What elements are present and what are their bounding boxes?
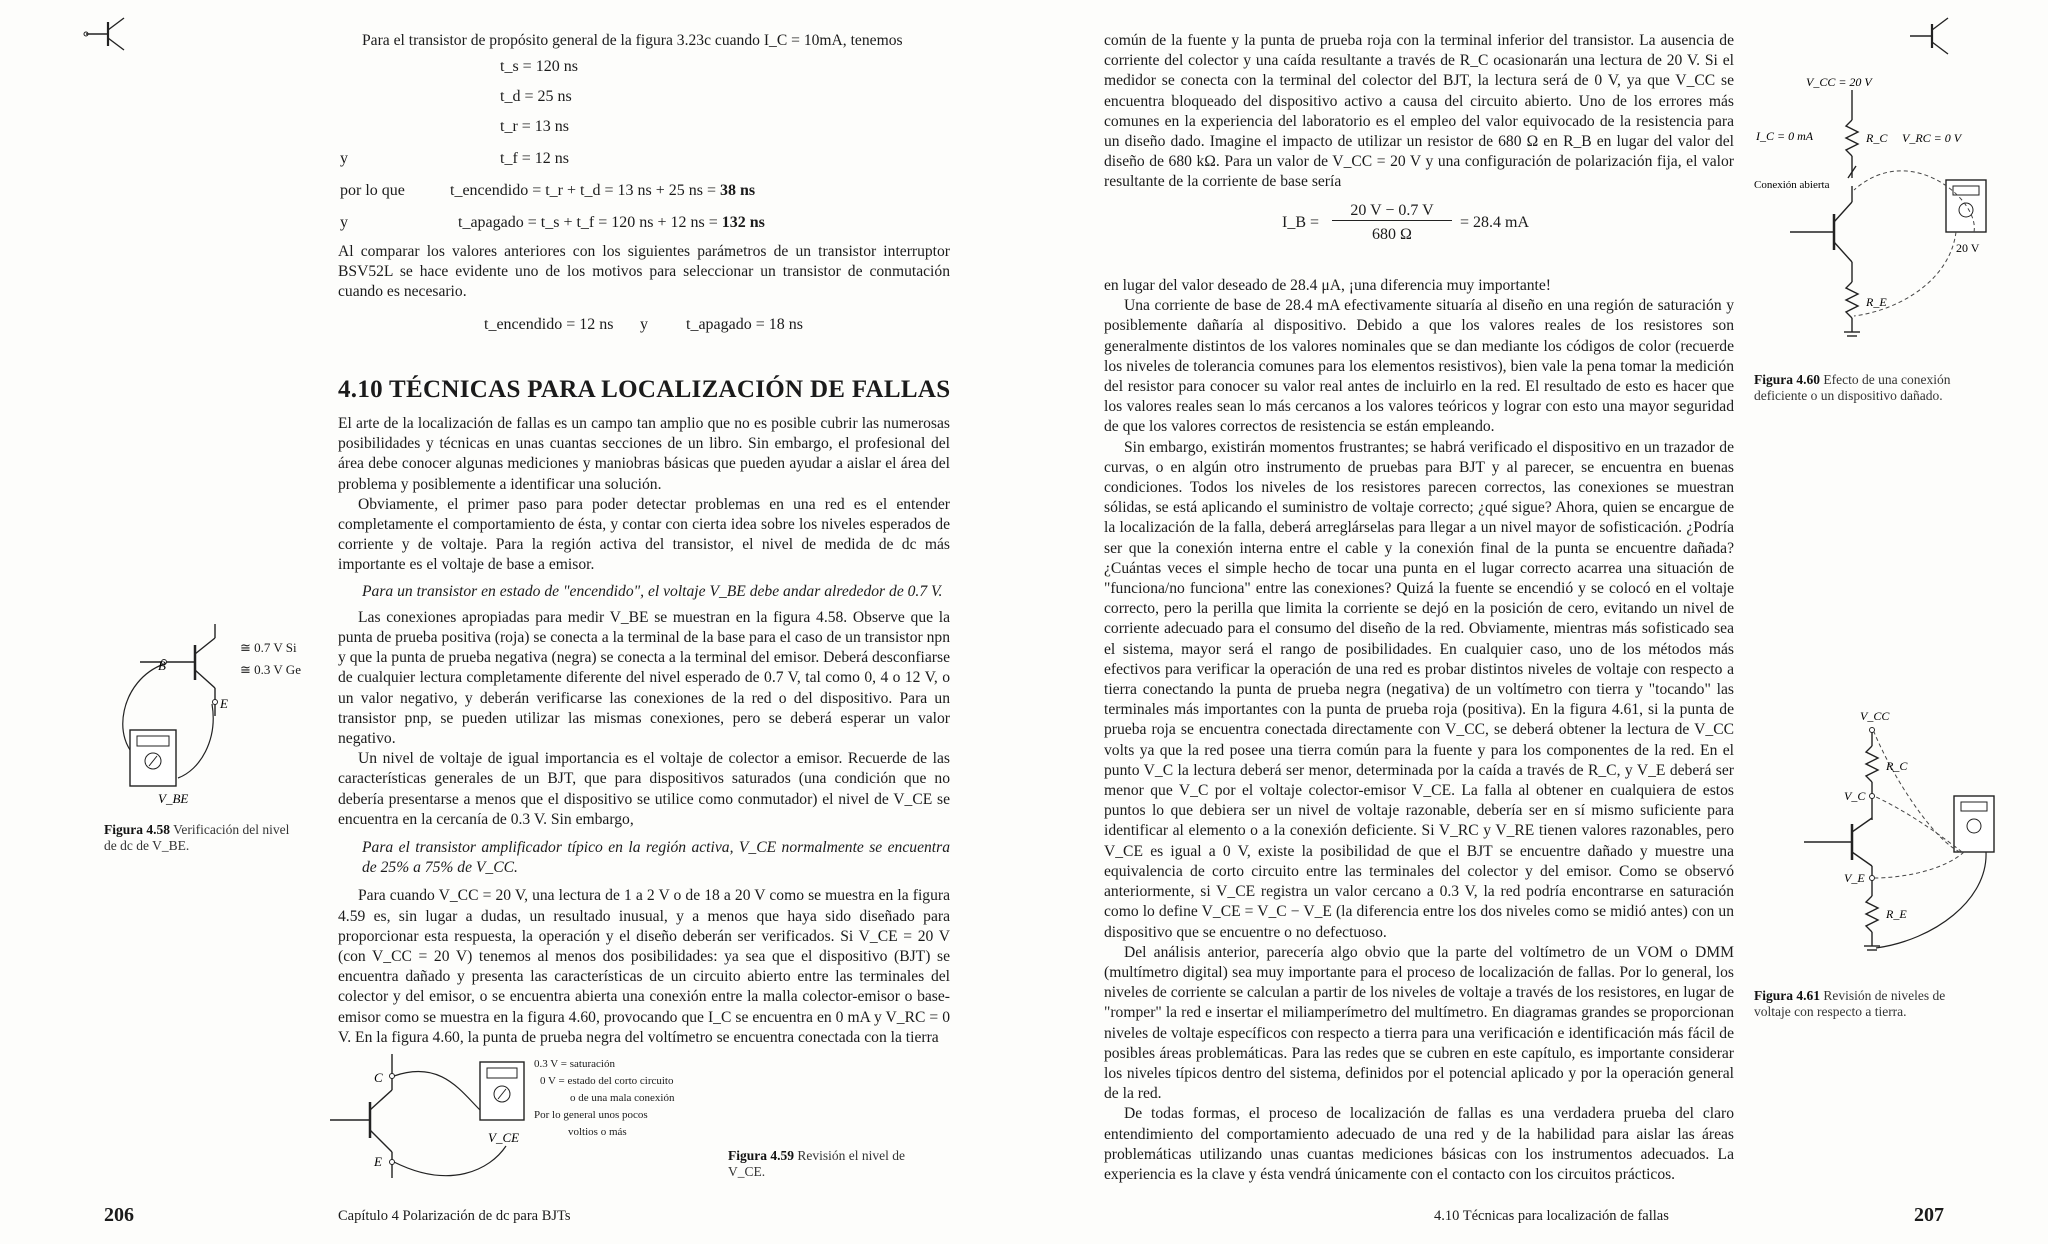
fig460-re: R_E [1866,295,1887,309]
left-page-number: 206 [104,1204,134,1226]
eq-off-result: 132 ns [721,214,765,231]
eq-ib-rhs: = 28.4 mA [1460,214,1530,231]
left-body [338,414,950,1048]
fig461-text: Revisión de niveles de voltaje con respecto a tierra. [1754,988,1946,1019]
fig460-open: Conexión abierta [1754,179,1830,191]
figure-4-60-diagram [1750,70,2000,360]
fig460-meter: 20 V [1956,241,1980,255]
right-para-3: Una corriente de base de 28.4 mA efectivamente situaría al diseño en una región de saturación y posiblemente dañaría al dispositivo. Debido a que los valores reales de los resistores son generalmente distintos de los valores nominales que se dan mediante los códigos de color (recuerde los niveles de tolerancia comunes para los elementos resistivos), bien vale la pena tomar la medición del resistor para conocer su valor real antes de incluirlo en la red. El resultado de esto es hacer que los valores reales sean lo más cercanos a los valores teóricos y lograr con esto una mayor seguridad de que los valores correctos de resistencia se están empleando. [1104,297,1734,436]
fig459-note-1: 0.3 V = saturación [534,1058,615,1070]
fig458-vbe-label: V_BE [158,791,189,806]
fig459-vce-label: V_CE [488,1130,520,1145]
right-para-6: De todas formas, el proceso de localización de fallas es una verdadera prueba del claro entendimiento del comportamiento adecuado de una red y de la habilidad para aislar las áreas problemáticas utilizando unas cuantas mediciones básicas con los instrumentos adecuados. La experiencia es la clave y ésta vendrá únicamente con el contacto con los circuitos prácticos. [1104,1105,1734,1183]
fig458-ge: ≅ 0.3 V Ge [240,662,301,677]
fig461-vcc: V_CC [1860,709,1890,723]
figure-4-58-diagram [100,620,340,820]
left-footer: Capítulo 4 Polarización de dc para BJTs [338,1208,571,1224]
figure-4-61-caption [1754,988,1964,1020]
fig459-c-label: C [374,1070,383,1085]
fig459-text: Revisión el nivel de V_CE. [728,1148,905,1179]
eq-ts: t_s = 120 ns [500,58,578,75]
eq-y2: y [340,214,348,231]
right-page [1024,0,2048,1244]
fig460-label: Figura 4.60 [1754,372,1820,387]
eq-on [450,182,755,200]
figure-4-61-diagram [1764,700,2004,970]
figure-4-59-caption [728,1148,918,1180]
fig460-vcc: V_CC = 20 V [1806,75,1872,89]
fig459-e-label: E [374,1154,382,1169]
left-rule-2: Para el transistor amplificador típico en la región activa, V_CE normalmente se encuentra de 25% a 75% de V_CC. [362,839,950,877]
compare-text: Al comparar los valores anteriores con los siguientes parámetros de un transistor interruptor BSV52L se hace evidente uno de los motivos para seleccionar un transistor de conmutación cuando es necesario. [338,243,950,301]
fig461-re: R_E [1886,907,1907,921]
intro-text: Para el transistor de propósito general de la figura 3.23c cuando I_C = 10mA, tenemos [362,32,903,49]
fig460-rc: R_C [1866,131,1888,145]
eq-ib-lhs: I_B = [1282,214,1320,231]
eq-tr: t_r = 13 ns [500,118,570,135]
fig459-note-3: o de una mala conexión [570,1092,675,1104]
eq-on-result: 38 ns [719,182,756,199]
left-para-3: Las conexiones apropiadas para medir V_BE se muestran en la figura 4.58. Observe que la punta de prueba positiva (roja) se conecta a la terminal de la base para el caso de un transistor npn y que la punta de prueba negativa (negra) se conecta a la terminal del emisor. Deberá desconfiarse de cualquier lectura completamente diferente del nivel esperado de 0.7 V, tal como 0, 4 o 12 V, o un valor negativo, y deberán verificarse las conexiones de la red o del dispositivo. Para un transistor pnp, se pueden utilizar las mismas conexiones, pero se deberá esperar un valor negativo. [338,608,950,748]
fig461-vc: V_C [1844,789,1866,803]
right-para-5: Del análisis anterior, parecería algo obvio que la parte del voltímetro de un VOM o DMM (multímetro digital) sea muy importante para el proceso de localización de fallas. Por lo general, los niveles de corriente se calculan a partir de los niveles de voltaje a través de los resistores, en lugar de "romper" la red e insertar el miliamperímetro del multímetro. En diagramas grandes se proporcionan niveles de voltaje específicos con respecto a tierra para una verificación e identificación más fácil de posibles áreas problemáticas. Para las redes que se cubren en este capítulo, es importante considerar los niveles típicos dentro del sistema, definidos por el potencial aplicado y por la operación general de la red. [1104,943,1734,1103]
eq-ib-den: 680 Ω [1372,226,1412,243]
fig458-e-label: E [220,696,228,711]
figure-4-58-caption [104,822,304,854]
fig458-label: Figura 4.58 [104,822,170,837]
fig459-label: Figura 4.59 [728,1148,794,1163]
eq-ib-num: 20 V − 0.7 V [1332,202,1452,221]
eq-porlo: por lo que [340,182,405,199]
eq-y1: y [340,150,348,167]
eq-off [458,214,765,232]
transistor-corner-icon [82,12,142,54]
fig460-ic: I_C = 0 mA [1756,129,1814,143]
left-para-4: Un nivel de voltaje de igual importancia es el voltaje de colector a emisor. Recuerde de las características generales de un BJT, que para dispositivos saturados (una condición que no debería presentarse a menos que el dispositivo se utilice como conmutador) el nivel de V_CE se encuentra en la cercanía de 0.3 V. Sin embargo, [338,750,950,828]
fig459-note-5: voltios o más [568,1126,627,1138]
eq-bsv-on: t_encendido = 12 ns [484,316,614,333]
left-para-5: Para cuando V_CC = 20 V, una lectura de 1 a 2 V o de 18 a 20 V como se muestra en la figura 4.59 es, sin lugar a dudas, un resultado inusual, y a menos que haya sido diseñado para proporcionar esta respuesta, la operación y el diseño deberán ser verificados. Si V_CE = 20 V (con V_CC = 20 V) tenemos al menos dos posibilidades: ya sea que el dispositivo (BJT) se encuentra dañado y presenta las características de un circuito abierto entre las terminales del colector y del emisor, o se encuentra abierta una conexión entre la malla colector-emisor o base-emisor como se muestra en la figura 4.60, provocando que I_C se encuentra en 0 mA y V_RC = 0 V. En la figura 4.60, la punta de prueba negra del voltímetro se encuentra conectada con la tierra [338,887,950,1046]
right-body [1104,276,1734,1185]
right-para-4: Sin embargo, existirán momentos frustrantes; se habrá verificado el dispositivo en un trazador de curvas, o en algún otro instrumento de pruebas para BJT y al parecer, se encuentra en buenas condiciones. Todos los niveles de los resistores parecen correctos, las conexiones se muestran sólidas, se está aplicando el suministro de voltaje correcto; ¿qué sigue? Ahora, quien se encargue de la localización de la falla, deberá arreglárselas para llegar a un nivel mayor de sofisticación. ¿Podría ser que la conexión interna entre el cable y la conexión final de la punta se encuentre dañada? ¿Cuántas veces el simple hecho de tocar una punta en el lugar correcto acarrea una situación de "funciona/no funciona" entre las conexiones? Quizá la fuente se encendió y se colocó en el voltaje correcto, pero la perilla que limita la corriente se dejó en la posición de cero, evitando un nivel de corriente adecuado para el consumo del diseño de la red. Obviamente, mientras más sofisticado sea el sistema, mayor será el rango de posibilidades. En cualquier caso, uno de los métodos más efectivos para verificar la operación de una red es probar distintos niveles de voltaje con respecto a tierra conectando la punta de prueba negra (negativa) de un voltímetro con tierra y "tocando" las terminales más importantes con la punta de prueba roja (positiva). En la figura 4.61, si la punta de prueba roja se encuentra conectada directamente con V_CC, se deberá obtener la lectura de V_CC volts ya que la red posee una tierra común para la fuente y para los componentes de la red. En el punto V_C la lectura deberá ser menor, determinada por la caída a través de R_C, y V_E deberá ser menor que V_C por el voltaje colector-emisor V_CE. La falla al obtener en cualquiera de estos puntos lo que debiera ser un nivel de voltaje razonable, debería ser en sí mismo suficiente para identificar al elemento o a la conexión deficiente. Si V_RC y V_RE tienen valores razonables, pero V_CE es igual a 0 V, existe la posibilidad de que el BJT se encuentre dañado y muestre una equivalencia de corto circuito entre las terminales del colector y del emisor. Como se observó anteriormente, si V_CE registra un valor cercano a 0.3 V, la red podría encontrarse en saturación como lo define V_CE = V_C − V_E (la diferencia entre los dos niveles como se midió antes) con un dispositivo que se encuentre o no defectuoso. [1104,438,1734,941]
eq-bsv-y: y [640,316,648,333]
fig461-ve: V_E [1844,871,1865,885]
eq-bsv-off: t_apagado = 18 ns [686,316,803,333]
figure-4-60-caption [1754,372,1954,404]
left-para-1: El arte de la localización de fallas es un campo tan amplio que no es posible cubrir las numerosas posibilidades y técnicas en unas cuantas secciones de un libro. Sin embargo, el profesional del área debe conocer algunas mediciones y maniobras básicas que pueden ayudar a aislar el área del problema y posiblemente a identificar una solución. [338,415,950,493]
eq-td: t_d = 25 ns [500,88,572,105]
left-rule-1: Para un transistor en estado de "encendido", el voltaje V_BE debe andar alrededor de 0.7 V. [362,582,943,600]
fig461-rc: R_C [1886,759,1908,773]
fig461-label: Figura 4.61 [1754,988,1820,1003]
right-page-number: 207 [1914,1204,1944,1226]
transistor-corner-icon-right [1904,12,1964,58]
eq-tf: t_f = 12 ns [500,150,570,167]
right-footer: 4.10 Técnicas para localización de fallas [1434,1208,1669,1224]
fig458-si: ≅ 0.7 V Si [240,640,297,655]
section-heading: 4.10 TÉCNICAS PARA LOCALIZACIÓN DE FALLAS [338,376,951,403]
left-para-2: Obviamente, el primer paso para poder detectar problemas en una red es el entender completamente el comportamiento de ésta, y contar con cierta idea sobre los niveles esperados de corriente y de voltaje. Para la región activa del transistor, el nivel de medida de dc más importante es el voltaje de base a emisor. [338,495,950,574]
fig459-note-2: 0 V = estado del corto circuito [540,1075,674,1087]
eq-on-text: t_encendido = t_r + t_d = 13 ns + 25 ns = [450,182,716,199]
fig460-text: Efecto de una conexión deficiente o un dispositivo dañado. [1754,372,1951,403]
right-para-1: común de la fuente y la punta de prueba roja con la terminal inferior del transistor. La ausencia de corriente del colector y una caída resultante a través de R_C ocasionarán una lectura de 20 V. Si el medidor se conecta con la terminal del colector del BJT, la lectura será de 0 V, ya que V_CC se encuentra bloqueado del dispositivo activo a causa del circuito abierto. Uno de los errores más comunes en la experiencia del laboratorio es el empleo del valor equivocado de la resistencia para un diseño dado. Imagine el impacto de utilizar un resistor de 680 Ω en R_B en lugar del valor del diseño de 680 kΩ. Para un valor de V_CC = 20 V y una configuración de polarización fija, el valor resultante de la corriente de base sería [1104,32,1734,191]
right-para-2: en lugar del valor deseado de 28.4 μA, ¡una diferencia muy importante! [1104,277,1551,294]
fig458-text: Verificación del nivel de dc de V_BE. [104,822,290,853]
eq-off-text: t_apagado = t_s + t_f = 120 ns + 12 ns = [458,214,718,231]
fig458-b-label: B [158,658,166,673]
fig460-vrc: V_RC = 0 V [1902,131,1962,145]
fig459-note-4: Por lo general unos pocos [534,1109,648,1121]
